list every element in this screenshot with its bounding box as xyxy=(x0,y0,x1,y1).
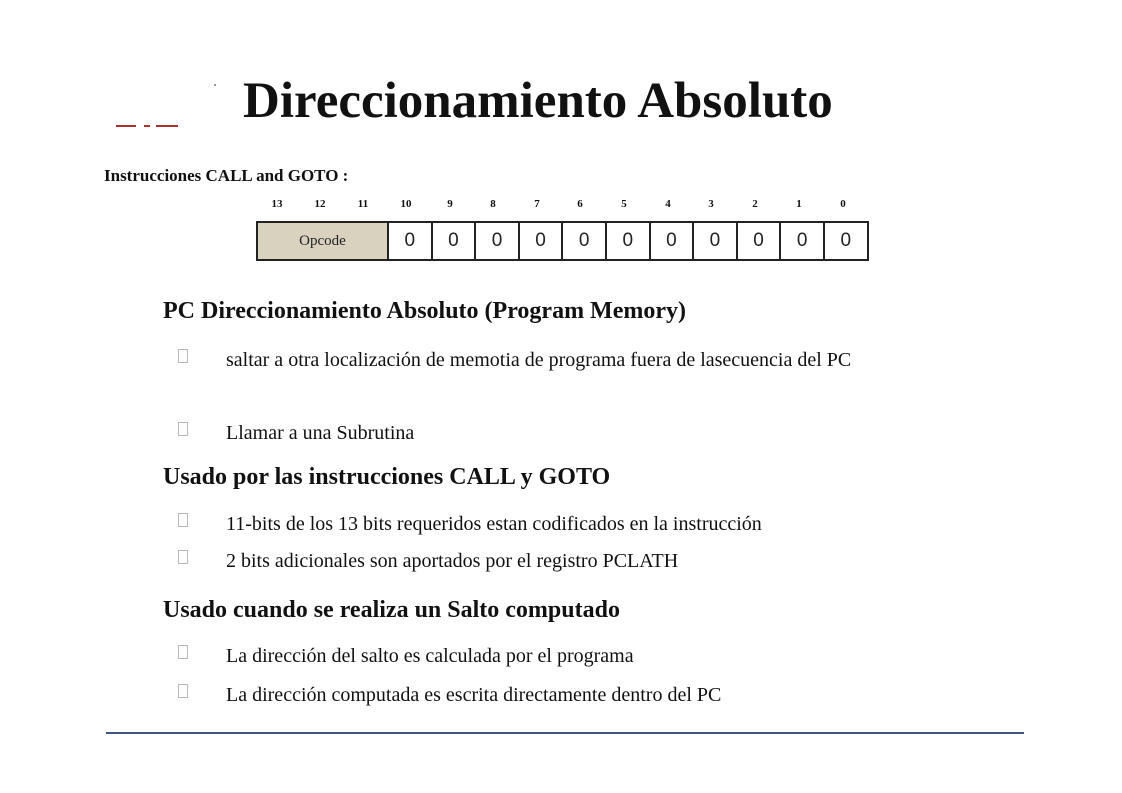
logo-dot xyxy=(214,84,216,86)
bit-number: 8 xyxy=(490,198,496,210)
bullet-marker-icon xyxy=(178,422,188,436)
bit-number: 4 xyxy=(665,198,671,210)
bullet-marker-icon xyxy=(178,645,188,659)
bullet-text: 11-bits de los 13 bits requeridos estan codificados en la instrucción xyxy=(226,513,762,535)
slide-title: Direccionamiento Absoluto xyxy=(243,73,833,129)
address-bit-cell: 0 xyxy=(736,223,780,259)
bit-number: 1 xyxy=(796,198,802,210)
address-bit-cell: 0 xyxy=(605,223,649,259)
opcode-cell: Opcode xyxy=(258,223,387,259)
address-bit-cell: 0 xyxy=(518,223,562,259)
bullet-text: La dirección del salto es calculada por el programa xyxy=(226,645,634,667)
address-bit-cell: 0 xyxy=(431,223,475,259)
address-bit-cell: 0 xyxy=(474,223,518,259)
bullet-text: saltar a otra localización de memotia de programa fuera de lasecuencia del PC xyxy=(226,349,852,371)
bullet-text: 2 bits adicionales son aportados por el registro PCLATH xyxy=(226,550,679,572)
address-bit-cell: 0 xyxy=(561,223,605,259)
bit-number: 0 xyxy=(840,198,846,210)
bottom-divider xyxy=(106,732,1024,734)
instruction-register xyxy=(256,221,869,261)
logo-bar xyxy=(116,125,136,127)
bit-number-row xyxy=(0,198,1122,214)
bit-number: 13 xyxy=(271,198,283,210)
section-heading: Usado por las instrucciones CALL y GOTO xyxy=(163,464,611,490)
bit-number: 9 xyxy=(447,198,453,210)
address-bit-cell: 0 xyxy=(387,223,431,259)
bit-number: 3 xyxy=(708,198,714,210)
address-bit-cell: 0 xyxy=(823,223,867,259)
logo-bar xyxy=(144,125,150,127)
logo-bar xyxy=(156,125,178,127)
bullet-marker-icon xyxy=(178,684,188,698)
address-bit-cell: 0 xyxy=(779,223,823,259)
bit-number: 10 xyxy=(400,198,412,210)
section-heading: Usado cuando se realiza un Salto computado xyxy=(163,597,620,623)
bullet-text: La dirección computada es escrita directamente dentro del PC xyxy=(226,684,722,706)
bullet-marker-icon xyxy=(178,513,188,527)
section-heading: PC Direccionamiento Absoluto (Program Memory) xyxy=(163,298,686,324)
bullet-marker-icon xyxy=(178,349,188,363)
bullet-text: Llamar a una Subrutina xyxy=(226,422,415,444)
address-bit-cell: 0 xyxy=(649,223,693,259)
address-bit-cell: 0 xyxy=(692,223,736,259)
logo-mark xyxy=(112,84,182,130)
bit-number: 7 xyxy=(534,198,540,210)
bit-number: 6 xyxy=(577,198,583,210)
bit-number: 2 xyxy=(752,198,758,210)
bullet-marker-icon xyxy=(178,550,188,564)
bit-number: 12 xyxy=(314,198,326,210)
bit-number: 5 xyxy=(621,198,627,210)
bit-number: 11 xyxy=(357,198,369,210)
slide-subtitle: Instrucciones CALL and GOTO : xyxy=(104,166,349,185)
